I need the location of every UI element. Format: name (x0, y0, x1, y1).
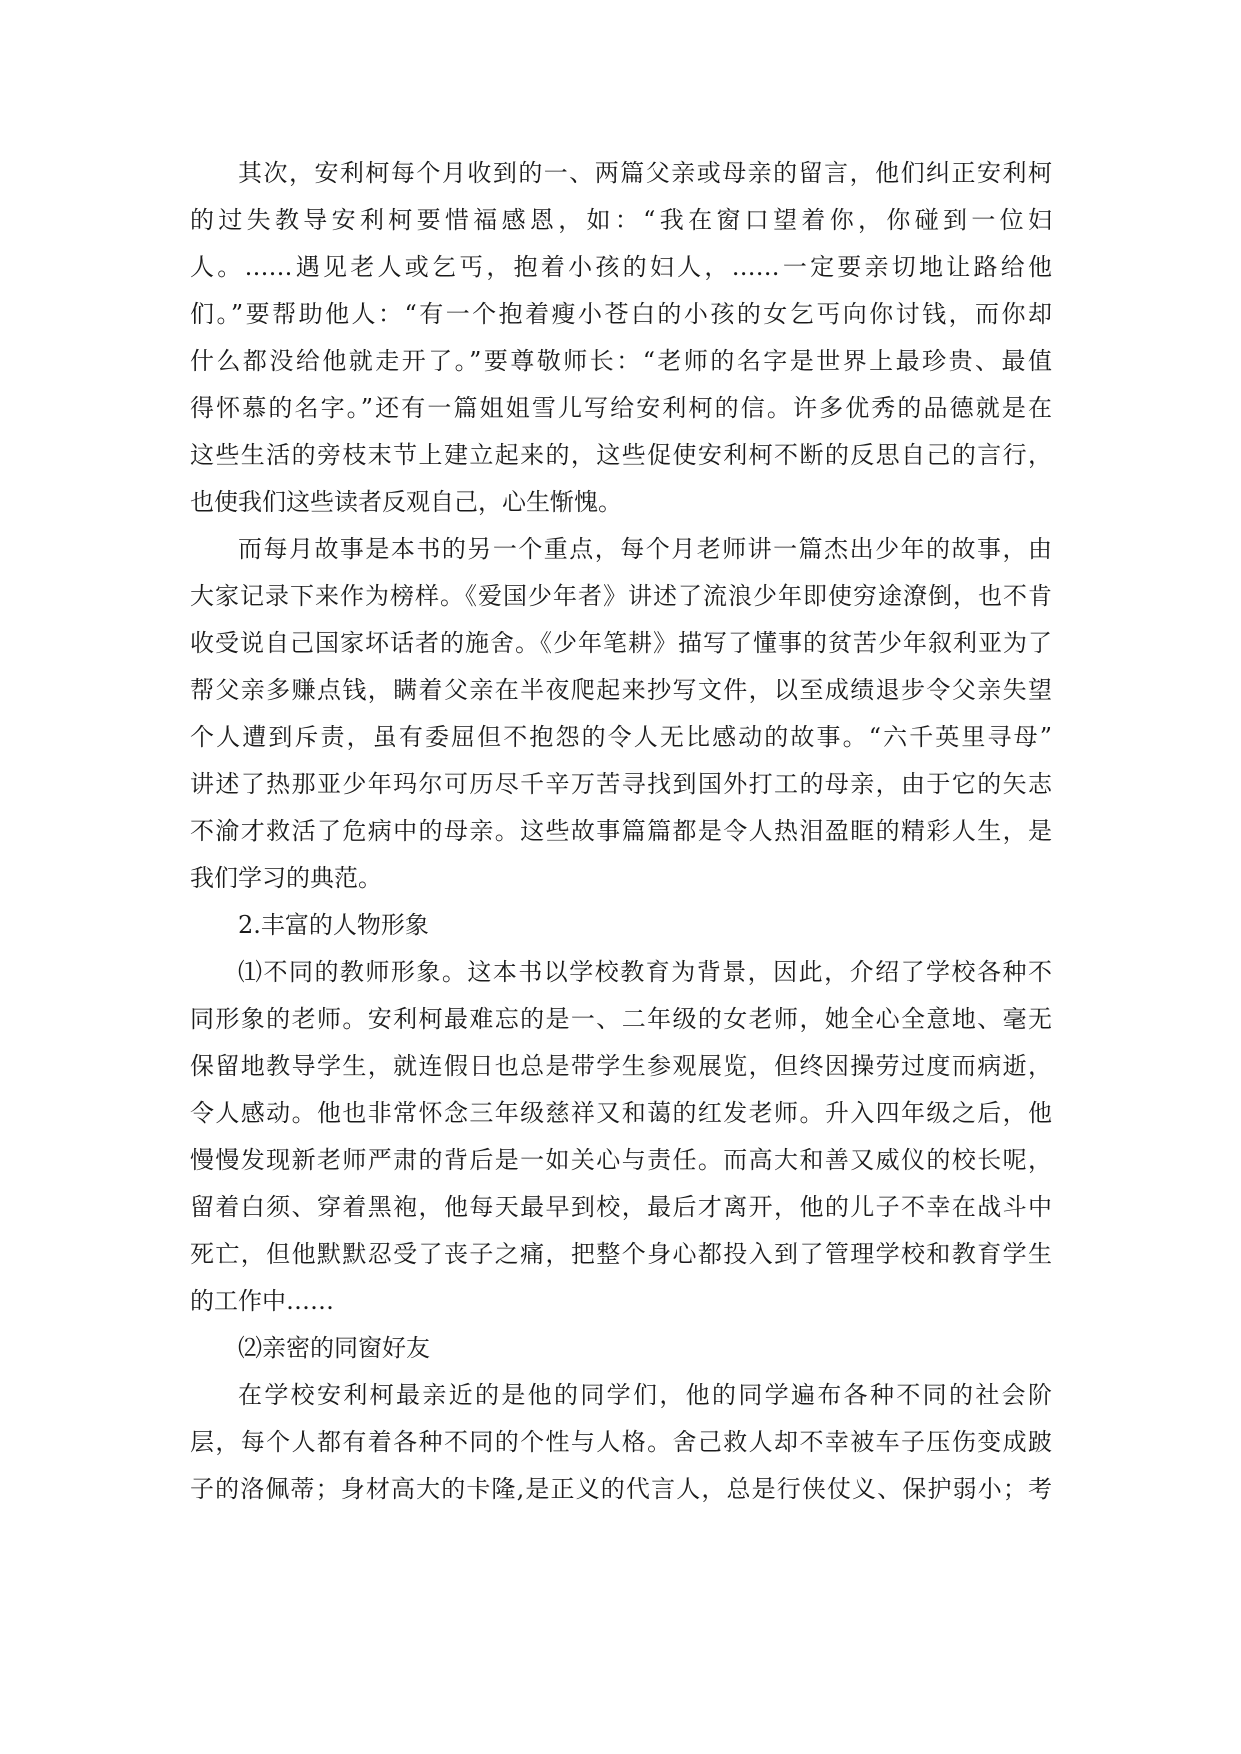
text-line: 什么都没给他就走开了。”要尊敬师长：“老师的名字是世界上最珍贵、最值 (190, 347, 1052, 375)
paragraph-classmates (190, 1372, 1052, 1513)
text-line: 而每月故事是本书的另一个重点，每个月老师讲一篇杰出少年的故事，由 (238, 535, 1052, 563)
text-line: 不渝才救活了危病中的母亲。这些故事篇篇都是令人热泪盈眶的精彩人生，是 (190, 817, 1052, 845)
text-line: 留着白须、穿着黑袍，他每天最早到校，最后才离开，他的儿子不幸在战斗中 (190, 1193, 1052, 1221)
heading-text: ⑵亲密的同窗好友 (238, 1334, 430, 1362)
text-line: 大家记录下来作为榜样。《爱国少年者》讲述了流浪少年即使穷途潦倒，也不肯 (190, 582, 1052, 610)
text-line: 层，每个人都有着各种不同的个性与人格。舍己救人却不幸被车子压伤变成跛 (190, 1428, 1052, 1456)
paragraph-teachers (190, 949, 1052, 1325)
text-line: 得怀慕的名字。”还有一篇姐姐雪儿写给安利柯的信。许多优秀的品德就是在 (190, 394, 1052, 422)
text-line: 令人感动。他也非常怀念三年级慈祥又和蔼的红发老师。升入四年级之后，他 (190, 1099, 1052, 1127)
subsection-heading (190, 1325, 1052, 1372)
paragraph-monthly-stories (190, 526, 1052, 902)
text-line: 我们学习的典范。 (190, 864, 382, 892)
text-line: 的过失教导安利柯要惜福感恩，如：“我在窗口望着你，你碰到一位妇 (190, 206, 1052, 234)
text-line: 其次，安利柯每个月收到的一、两篇父亲或母亲的留言，他们纠正安利柯 (238, 159, 1052, 187)
text-line: 收受说自己国家坏话者的施舍。《少年笔耕》描写了懂事的贫苦少年叙利亚为了 (190, 629, 1052, 657)
text-line: 保留地教导学生，就连假日也总是带学生参观展览，但终因操劳过度而病逝， (190, 1052, 1052, 1080)
text-line: 帮父亲多赚点钱，瞒着父亲在半夜爬起来抄写文件，以至成绩退步令父亲失望 (190, 676, 1052, 704)
heading-text: 2.丰富的人物形象 (238, 911, 429, 939)
text-line: 的工作中…… (190, 1287, 334, 1315)
text-line: 死亡，但他默默忍受了丧子之痛，把整个身心都投入到了管理学校和教育学生 (190, 1240, 1052, 1268)
text-line: 这些生活的旁枝末节上建立起来的，这些促使安利柯不断的反思自己的言行， (190, 441, 1052, 469)
text-line: 们。”要帮助他人：“有一个抱着瘦小苍白的小孩的女乞丐向你讨钱，而你却 (190, 300, 1052, 328)
text-line: 子的洛佩蒂；身材高大的卡隆,是正义的代言人，总是行侠仗义、保护弱小；考 (190, 1475, 1052, 1503)
text-line: 讲述了热那亚少年玛尔可历尽千辛万苦寻找到国外打工的母亲，由于它的矢志 (190, 770, 1052, 798)
text-line: 在学校安利柯最亲近的是他的同学们，他的同学遍布各种不同的社会阶 (238, 1381, 1052, 1409)
text-line: 人。……遇见老人或乞丐，抱着小孩的妇人，……一定要亲切地让路给他 (190, 253, 1052, 281)
document-body (190, 150, 1052, 1513)
text-line: 也使我们这些读者反观自己，心生惭愧。 (190, 488, 622, 516)
paragraph-parents-letters (190, 150, 1052, 526)
text-line: 个人遭到斥责，虽有委屈但不抱怨的令人无比感动的故事。“六千英里寻母” (190, 723, 1052, 751)
text-line: 慢慢发现新老师严肃的背后是一如关心与责任。而高大和善又威仪的校长呢， (190, 1146, 1052, 1174)
text-line: 同形象的老师。安利柯最难忘的是一、二年级的女老师，她全心全意地、毫无 (190, 1005, 1052, 1033)
section-heading (190, 902, 1052, 949)
text-line: ⑴不同的教师形象。这本书以学校教育为背景，因此，介绍了学校各种不 (238, 958, 1052, 986)
